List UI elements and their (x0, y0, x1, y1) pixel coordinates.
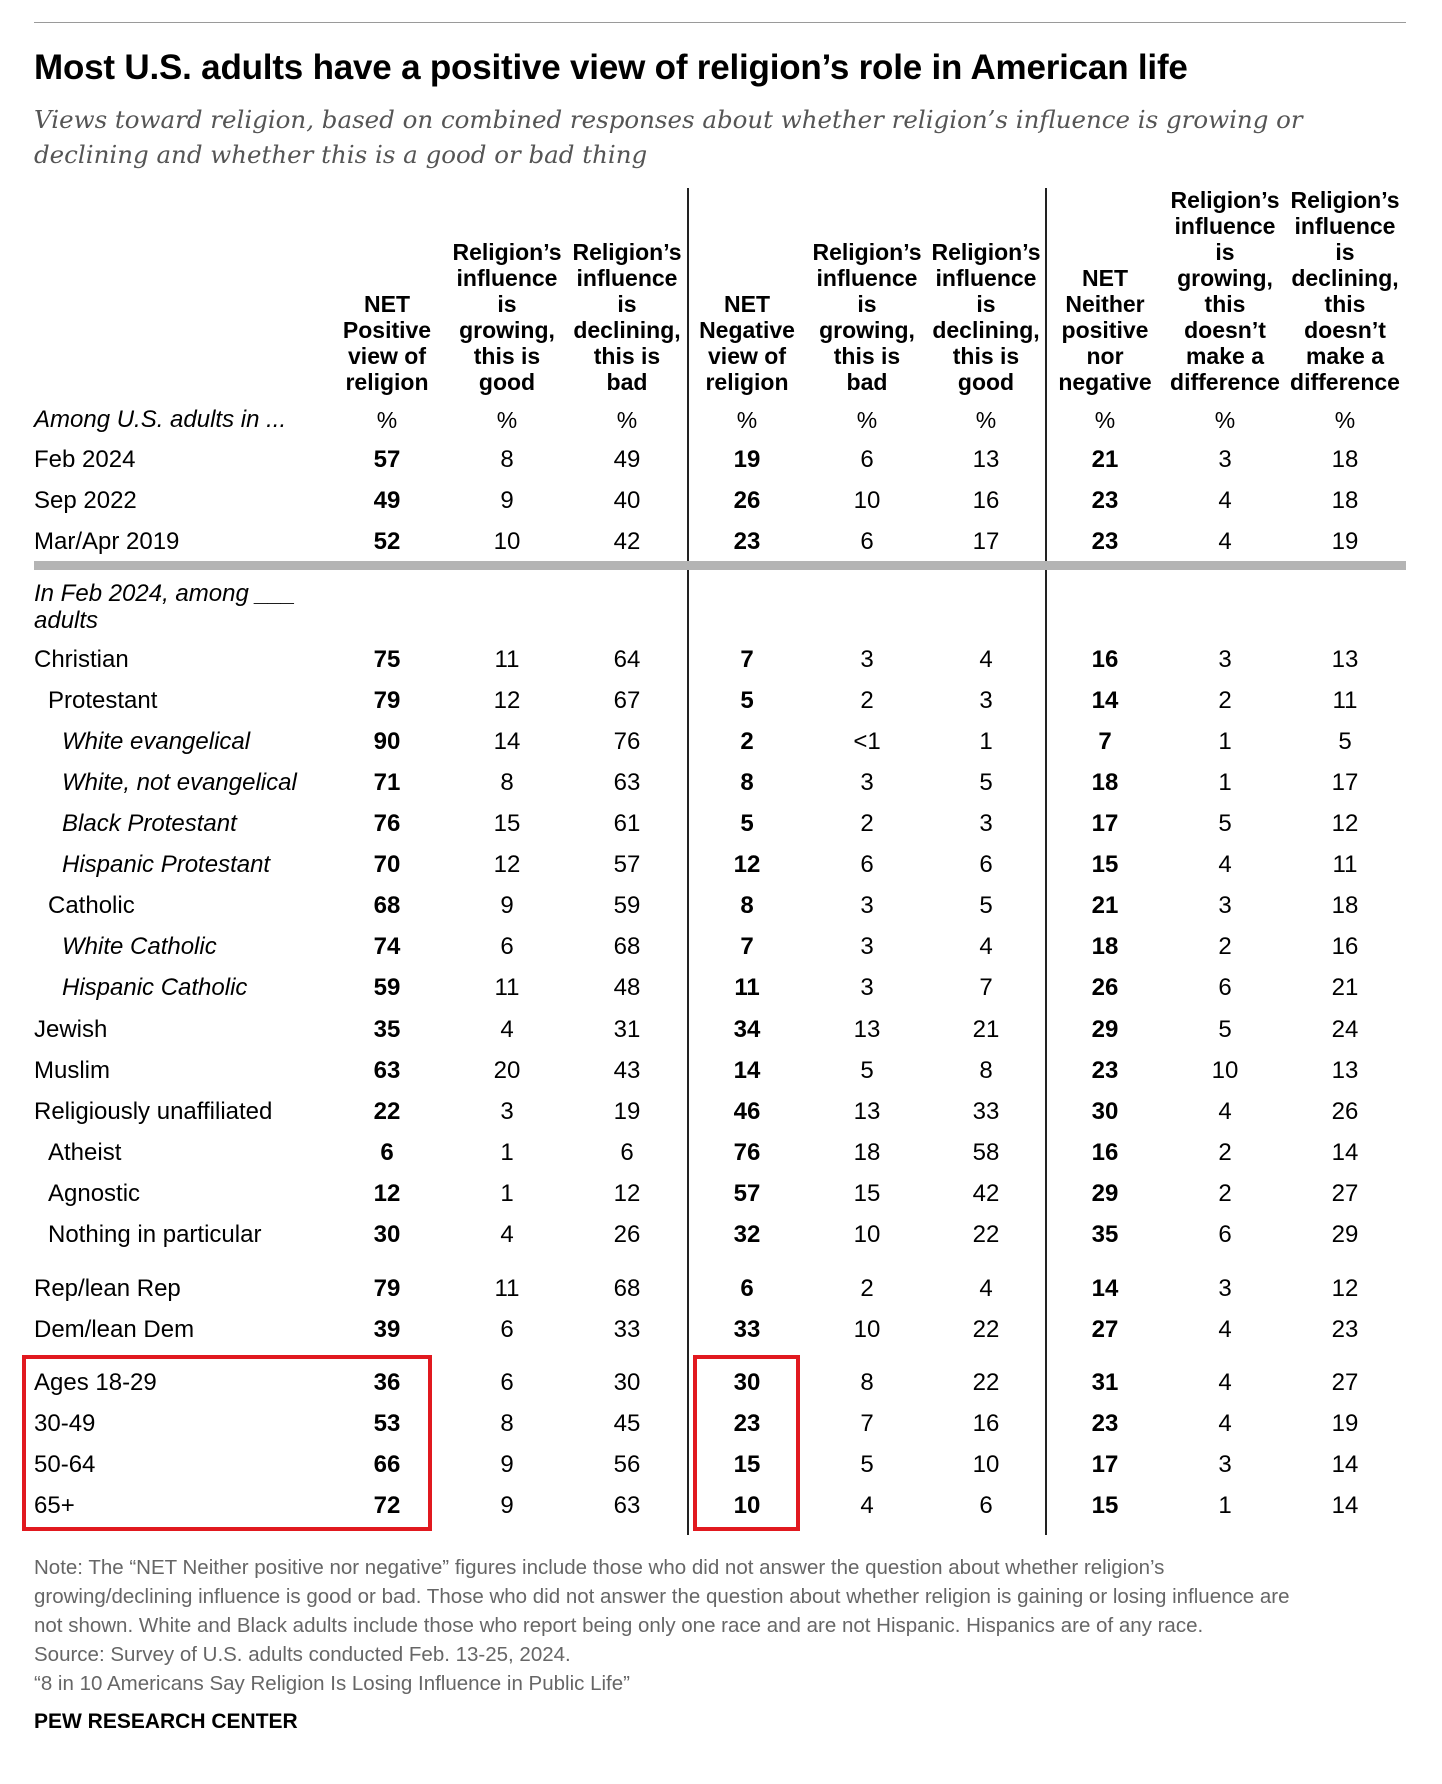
table-cell: 10 (972, 1451, 1000, 1478)
table-cell: 9 (500, 892, 514, 919)
table-cell: 15 (733, 1451, 761, 1478)
table-cell: 2 (1218, 933, 1232, 960)
table-cell: 23 (733, 1410, 761, 1437)
table-cell: 79 (373, 1275, 401, 1302)
table-cell: 49 (613, 446, 641, 473)
table-cell: 90 (373, 728, 401, 755)
table-cell: 27 (1091, 1316, 1119, 1343)
table-cell: 2 (860, 810, 874, 837)
table-cell: 16 (972, 487, 1000, 514)
table-cell: 70 (373, 851, 401, 878)
table-cell: 13 (1331, 1057, 1359, 1084)
table-cell: 9 (500, 487, 514, 514)
table-cell: 59 (613, 892, 641, 919)
table-cell: 1 (1218, 728, 1232, 755)
column-header: Religion’s influence is growing, this is good (452, 239, 562, 395)
table-cell: 6 (860, 446, 874, 473)
table-cell: 21 (1091, 446, 1119, 473)
table-cell: 46 (733, 1098, 761, 1125)
table-cell: 63 (373, 1057, 401, 1084)
table-cell: 63 (613, 1492, 641, 1519)
table-cell: 23 (733, 528, 761, 555)
table-cell: 66 (373, 1451, 401, 1478)
table-cell: 6 (1218, 1221, 1232, 1248)
table-cell: 4 (1218, 528, 1232, 555)
table-cell: 58 (972, 1139, 1000, 1166)
row-label: Agnostic (48, 1180, 141, 1207)
table-cell: 3 (979, 810, 993, 837)
table-cell: 74 (373, 933, 401, 960)
table-cell: 5 (1338, 728, 1352, 755)
table-cell: 11 (1332, 851, 1358, 878)
table-cell: 19 (613, 1098, 641, 1125)
table-cell: 18 (1331, 446, 1359, 473)
table-cell: 11 (734, 974, 760, 1001)
table-cell: 21 (972, 1016, 1000, 1043)
table-cell: 14 (1331, 1139, 1359, 1166)
table-cell: 76 (613, 728, 641, 755)
row-label: Rep/lean Rep (34, 1275, 181, 1302)
row-label: Jewish (34, 1016, 108, 1043)
table-cell: 4 (979, 1275, 993, 1302)
table-cell: 10 (853, 1316, 881, 1343)
table-cell: 19 (733, 446, 761, 473)
note-line: growing/declining influence is good or bad. Those who did not answer the question about whether religion is gaining or losing influence are (34, 1585, 1290, 1608)
table-cell: 2 (1218, 1139, 1232, 1166)
table-cell: 31 (1091, 1369, 1119, 1396)
highlight-box-positive-age (22, 1355, 432, 1531)
table-cell: 35 (1091, 1221, 1119, 1248)
table-cell: 12 (373, 1180, 401, 1207)
table-cell: 1 (979, 728, 993, 755)
table-cell: 5 (860, 1057, 874, 1084)
table-cell: 6 (740, 1275, 754, 1302)
section-separator (34, 561, 1406, 570)
table-cell: 10 (493, 528, 521, 555)
table-cell: 57 (613, 851, 641, 878)
row-label: White evangelical (62, 728, 251, 755)
table-cell: 29 (1331, 1221, 1359, 1248)
table-cell: 2 (1218, 1180, 1232, 1207)
table-cell: 34 (733, 1016, 761, 1043)
table-cell: 33 (972, 1098, 1000, 1125)
table-cell: 23 (1331, 1316, 1359, 1343)
table-cell: 7 (1098, 728, 1112, 755)
table-cell: 52 (373, 528, 401, 555)
table-cell: 17 (1091, 810, 1119, 837)
table-cell: 1 (1218, 769, 1232, 796)
table-cell: <1 (853, 728, 881, 755)
row-label: Ages 18-29 (34, 1369, 157, 1396)
table-cell: 63 (613, 769, 641, 796)
table-cell: 3 (1218, 446, 1232, 473)
table-cell: 2 (1218, 687, 1232, 714)
table-cell: 16 (1091, 646, 1119, 673)
table-cell: 3 (860, 892, 874, 919)
table-cell: 53 (373, 1410, 401, 1437)
table-cell: 18 (1091, 933, 1119, 960)
table-cell: 4 (860, 1492, 874, 1519)
table-cell: 15 (493, 810, 521, 837)
table-cell: 48 (613, 974, 641, 1001)
table-cell: 68 (373, 892, 401, 919)
table-cell: 33 (733, 1316, 761, 1343)
percent-unit: % (1334, 407, 1356, 433)
column-header: NET Negative view of religion (699, 291, 795, 395)
column-header: NET Neither positive nor negative (1058, 265, 1152, 395)
table-cell: 4 (979, 646, 993, 673)
table-cell: 5 (979, 892, 993, 919)
table-cell: 8 (979, 1057, 993, 1084)
table-cell: 7 (860, 1410, 874, 1437)
table-cell: 13 (853, 1098, 881, 1125)
table-cell: 39 (373, 1316, 401, 1343)
table-cell: 4 (979, 933, 993, 960)
table-cell: 4 (1218, 1316, 1232, 1343)
table-cell: 22 (972, 1221, 1000, 1248)
table-cell: 43 (613, 1057, 641, 1084)
table-cell: 8 (500, 769, 514, 796)
row-label: Feb 2024 (34, 446, 136, 473)
table-cell: 9 (500, 1451, 514, 1478)
table-cell: 8 (740, 892, 754, 919)
table-cell: 3 (1218, 646, 1232, 673)
table-cell: 30 (373, 1221, 401, 1248)
row-label: Catholic (48, 892, 135, 919)
table-cell: 21 (1091, 892, 1119, 919)
table-cell: 30 (1091, 1098, 1119, 1125)
table-cell: 13 (1331, 646, 1359, 673)
row-label: Atheist (48, 1139, 122, 1166)
table-cell: 40 (613, 487, 641, 514)
table-cell: 7 (740, 646, 754, 673)
table-cell: 11 (494, 1275, 520, 1302)
table-cell: 5 (1218, 1016, 1232, 1043)
table-cell: 3 (1218, 1451, 1232, 1478)
table-cell: 14 (1331, 1451, 1359, 1478)
table-cell: 23 (1091, 528, 1119, 555)
percent-unit: % (376, 407, 398, 433)
table-cell: 15 (853, 1180, 881, 1207)
table-cell: 71 (373, 769, 401, 796)
table-cell: 3 (860, 974, 874, 1001)
row-label: Dem/lean Dem (34, 1316, 195, 1343)
table-cell: 5 (1218, 810, 1232, 837)
table-cell: 17 (1331, 769, 1359, 796)
table-cell: 3 (860, 933, 874, 960)
table-cell: 67 (613, 687, 641, 714)
table-cell: 6 (620, 1139, 634, 1166)
table-cell: 9 (500, 1492, 514, 1519)
row-label: Muslim (34, 1057, 110, 1084)
row-label: Protestant (48, 687, 158, 714)
table-cell: 16 (1331, 933, 1359, 960)
table-cell: 6 (500, 1369, 514, 1396)
table-cell: 14 (493, 728, 521, 755)
table-cell: 3 (500, 1098, 514, 1125)
column-header: Religion’s influence is growing, this is bad (812, 239, 922, 395)
table-cell: 23 (1091, 1057, 1119, 1084)
table-cell: 4 (500, 1016, 514, 1043)
percent-unit: % (496, 407, 518, 433)
table-cell: 17 (1091, 1451, 1119, 1478)
table-cell: 22 (373, 1098, 401, 1125)
row-label: White Catholic (62, 933, 217, 960)
table-cell: 8 (860, 1369, 874, 1396)
table-cell: 3 (1218, 1275, 1232, 1302)
table-cell: 26 (733, 487, 761, 514)
table-cell: 14 (733, 1057, 761, 1084)
table-cell: 79 (373, 687, 401, 714)
table-cell: 27 (1331, 1369, 1359, 1396)
table-cell: 68 (613, 933, 641, 960)
table-cell: 22 (972, 1316, 1000, 1343)
footnote (34, 1553, 1404, 1698)
section-label-trend: Among U.S. adults in ... (34, 406, 287, 433)
table-cell: 10 (733, 1492, 761, 1519)
table-cell: 30 (733, 1369, 761, 1396)
table-cell: 23 (1091, 1410, 1119, 1437)
table-cell: 45 (613, 1410, 641, 1437)
table-cell: 68 (613, 1275, 641, 1302)
table-cell: 18 (1331, 892, 1359, 919)
table-cell: 6 (860, 528, 874, 555)
note-line: not shown. White and Black adults include those who report being only one race and are not Hispanic. Hispanics are of any race. (34, 1614, 1204, 1637)
table-cell: 72 (373, 1492, 401, 1519)
table-cell: 15 (1091, 851, 1119, 878)
table-cell: 13 (972, 446, 1000, 473)
table-cell: 12 (493, 851, 521, 878)
row-label: Hispanic Protestant (62, 851, 271, 878)
table-cell: 29 (1091, 1180, 1119, 1207)
table-cell: 15 (1091, 1492, 1119, 1519)
table-cell: 16 (1091, 1139, 1119, 1166)
table-cell: 4 (500, 1221, 514, 1248)
table-cell: 6 (500, 933, 514, 960)
table-cell: 2 (860, 1275, 874, 1302)
table-cell: 31 (613, 1016, 641, 1043)
table-cell: 6 (500, 1316, 514, 1343)
table-cell: 4 (1218, 487, 1232, 514)
percent-unit: % (1094, 407, 1116, 433)
percent-unit: % (1214, 407, 1236, 433)
source-line: Source: Survey of U.S. adults conducted Feb. 13-25, 2024. (34, 1643, 571, 1666)
table-cell: 6 (1218, 974, 1232, 1001)
highlight-box-negative-age (693, 1355, 800, 1531)
table-cell: 10 (853, 1221, 881, 1248)
row-label: Hispanic Catholic (62, 974, 248, 1001)
table-cell: 29 (1091, 1016, 1119, 1043)
table-cell: 10 (1211, 1057, 1239, 1084)
table-cell: 49 (373, 487, 401, 514)
percent-unit: % (975, 407, 997, 433)
table-cell: 14 (1331, 1492, 1359, 1519)
column-header: Religion’s influence is declining, this doesn’t make a difference (1290, 187, 1400, 395)
table-cell: 17 (972, 528, 1000, 555)
table-cell: 11 (494, 646, 520, 673)
organization-credit: PEW RESEARCH CENTER (34, 1710, 298, 1733)
table-cell: 3 (1218, 892, 1232, 919)
note-line: Note: The “NET Neither positive nor negative” figures include those who did not answer the question about whether religion’s (34, 1556, 1165, 1579)
table-cell: 3 (979, 687, 993, 714)
table-cell: 26 (1091, 974, 1119, 1001)
column-header: Religion’s influence is declining, this is good (931, 239, 1041, 395)
table-cell: 35 (373, 1016, 401, 1043)
table-cell: 19 (1331, 528, 1359, 555)
table-cell: 76 (733, 1139, 761, 1166)
table-cell: 36 (373, 1369, 401, 1396)
percent-unit: % (736, 407, 758, 433)
table-cell: 6 (380, 1139, 394, 1166)
table-cell: 4 (1218, 851, 1232, 878)
column-header: Religion’s influence is growing, this doesn’t make a difference (1170, 187, 1280, 395)
row-label: Mar/Apr 2019 (34, 528, 180, 555)
row-label: 65+ (34, 1492, 75, 1519)
table-cell: 18 (853, 1139, 881, 1166)
table-cell: 5 (979, 769, 993, 796)
table-cell: 27 (1331, 1180, 1359, 1207)
table-cell: 1 (1218, 1492, 1232, 1519)
table-cell: 7 (740, 933, 754, 960)
row-label: Religiously unaffiliated (34, 1098, 273, 1125)
table-cell: 5 (740, 687, 754, 714)
table-cell: 19 (1331, 1410, 1359, 1437)
table-cell: 20 (493, 1057, 521, 1084)
table-cell: 75 (373, 646, 401, 673)
table-cell: 1 (500, 1180, 514, 1207)
column-header: NET Positive view of religion (342, 291, 432, 395)
table-cell: 14 (1091, 687, 1119, 714)
table-cell: 8 (500, 1410, 514, 1437)
table-cell: 11 (1332, 687, 1358, 714)
table-cell: 30 (613, 1369, 641, 1396)
table-cell: 1 (500, 1139, 514, 1166)
table-cell: 6 (860, 851, 874, 878)
percent-unit: % (616, 407, 638, 433)
row-label: Black Protestant (62, 810, 237, 837)
table-cell: 23 (1091, 487, 1119, 514)
table-cell: 7 (979, 974, 993, 1001)
report-title-line: “8 in 10 Americans Say Religion Is Losing Influence in Public Life” (34, 1672, 630, 1695)
table-cell: 14 (1091, 1275, 1119, 1302)
table-cell: 26 (613, 1221, 641, 1248)
table-cell: 5 (740, 810, 754, 837)
table-cell: 57 (373, 446, 401, 473)
table-cell: 13 (853, 1016, 881, 1043)
row-label: Nothing in particular (48, 1221, 262, 1248)
table-cell: 56 (613, 1451, 641, 1478)
table-cell: 61 (613, 810, 641, 837)
row-label: Sep 2022 (34, 487, 137, 514)
row-label: Christian (34, 646, 129, 673)
table-cell: 2 (860, 687, 874, 714)
table-cell: 6 (979, 851, 993, 878)
table-cell: 4 (1218, 1410, 1232, 1437)
table-cell: 33 (613, 1316, 641, 1343)
table-cell: 6 (979, 1492, 993, 1519)
percent-unit: % (856, 407, 878, 433)
table-cell: 2 (740, 728, 754, 755)
table-cell: 12 (493, 687, 521, 714)
section-label-groups: In Feb 2024, among ___ adults (34, 580, 296, 634)
table-cell: 18 (1331, 487, 1359, 514)
table-cell: 24 (1331, 1016, 1359, 1043)
table-cell: 3 (860, 769, 874, 796)
table-cell: 18 (1091, 769, 1119, 796)
table-cell: 12 (733, 851, 761, 878)
table-cell: 22 (972, 1369, 1000, 1396)
chart-subtitle: Views toward religion, based on combined responses about whether religion’s influence is growing or declining and whether this is a good or bad thing (34, 105, 1303, 169)
chart-title: Most U.S. adults have a positive view of religion’s role in American life (34, 48, 1188, 87)
table-cell: 4 (1218, 1369, 1232, 1396)
table-cell: 21 (1331, 974, 1359, 1001)
table-cell: 32 (733, 1221, 761, 1248)
table-cell: 42 (613, 528, 641, 555)
table-cell: 12 (613, 1180, 641, 1207)
table-cell: 5 (860, 1451, 874, 1478)
table-cell: 57 (733, 1180, 761, 1207)
column-header: Religion’s influence is declining, this is bad (572, 239, 682, 395)
table-cell: 3 (860, 646, 874, 673)
table-cell: 8 (740, 769, 754, 796)
table-cell: 59 (373, 974, 401, 1001)
table-cell: 16 (972, 1410, 1000, 1437)
table-cell: 64 (613, 646, 641, 673)
table-cell: 10 (853, 487, 881, 514)
table-cell: 26 (1331, 1098, 1359, 1125)
table-cell: 8 (500, 446, 514, 473)
table-cell: 4 (1218, 1098, 1232, 1125)
table-cell: 12 (1331, 1275, 1359, 1302)
table-cell: 76 (373, 810, 401, 837)
row-label: White, not evangelical (62, 769, 297, 796)
row-label: 50-64 (34, 1451, 96, 1478)
table-cell: 42 (972, 1180, 1000, 1207)
row-label: 30-49 (34, 1410, 96, 1437)
table-cell: 12 (1331, 810, 1359, 837)
table-cell: 11 (494, 974, 520, 1001)
